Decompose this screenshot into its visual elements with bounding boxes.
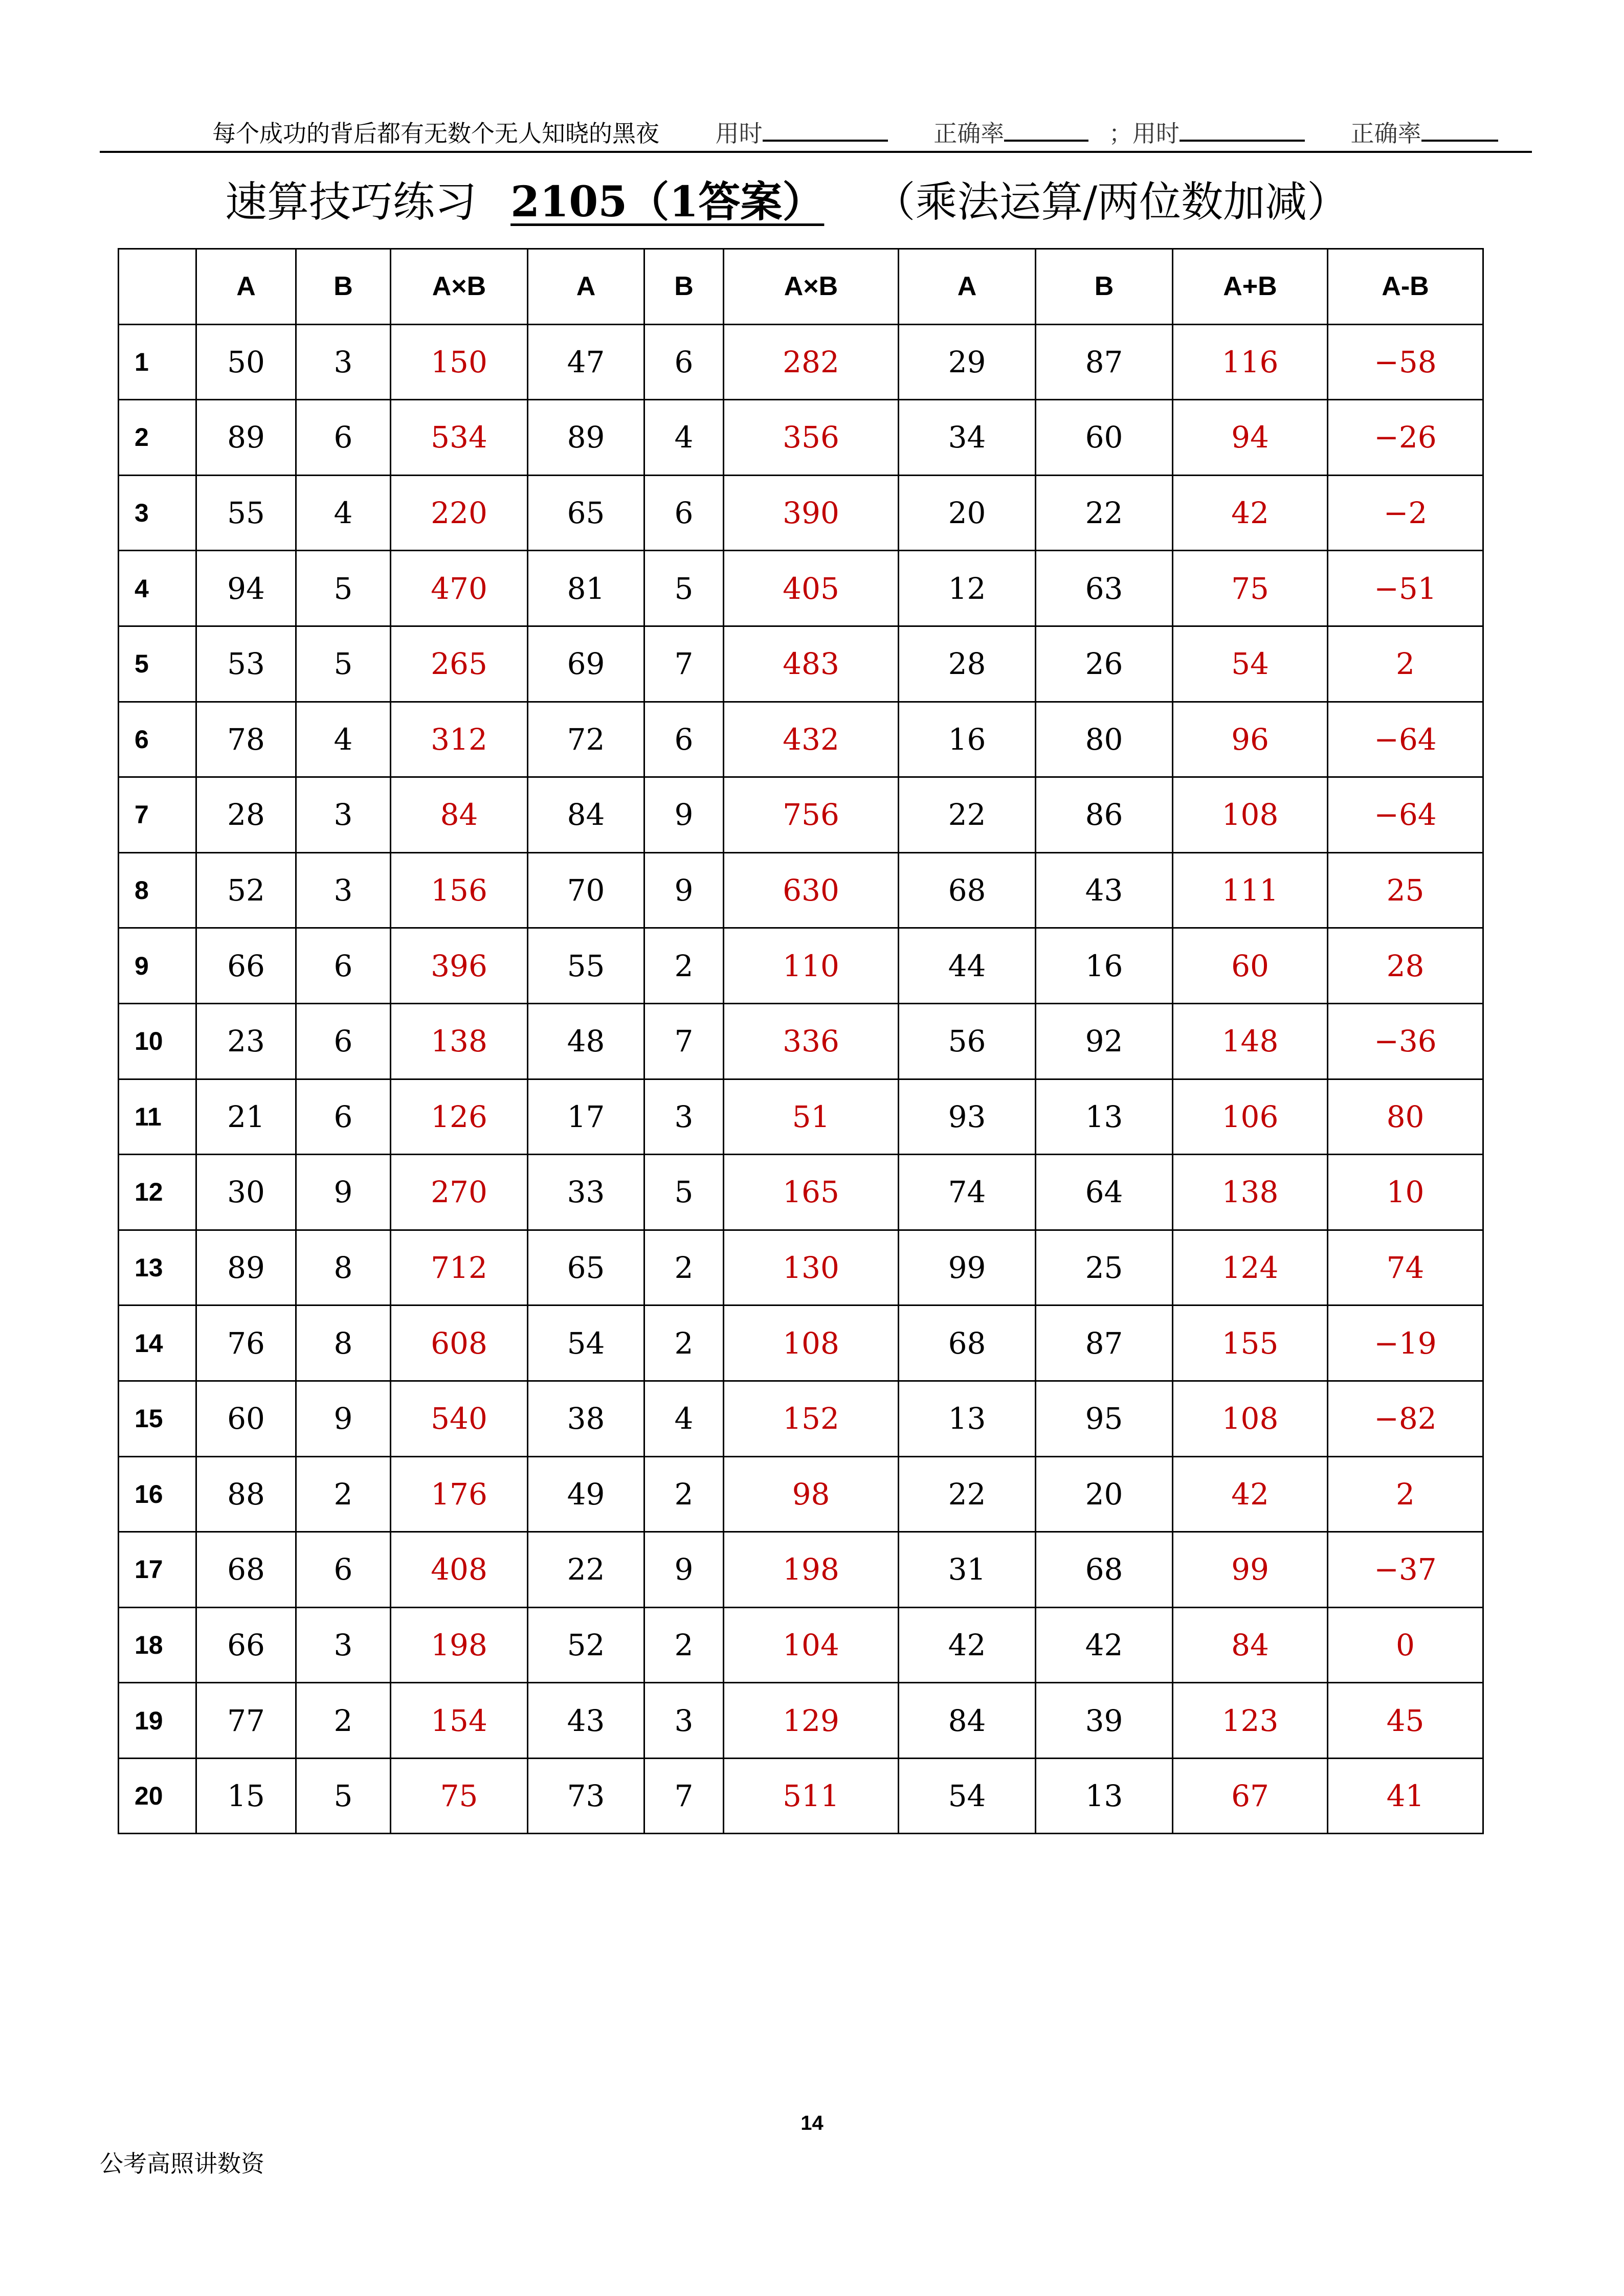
column-header: A [899,249,1036,325]
answer-cell: 45 [1328,1683,1483,1759]
operand-cell: 73 [528,1758,644,1834]
table-row [119,1683,1483,1759]
operand-cell: 89 [196,400,296,476]
operand-cell: 2 [296,1456,391,1532]
row-number: 6 [119,702,196,777]
operand-cell: 43 [1036,852,1173,928]
operand-cell: 60 [1036,400,1173,476]
operand-cell: 7 [644,1003,724,1079]
answer-cell: 54 [1173,626,1328,702]
answer-cell: 126 [391,1079,528,1155]
operand-cell: 25 [1036,1230,1173,1305]
column-header [119,249,196,325]
operand-cell: 81 [528,551,644,626]
table-row [119,551,1483,626]
operand-cell: 49 [528,1456,644,1532]
answer-cell: 96 [1173,702,1328,777]
operand-cell: 70 [528,852,644,928]
operand-cell: 4 [296,702,391,777]
operand-cell: 3 [644,1079,724,1155]
answer-cell: 198 [391,1607,528,1683]
row-number: 10 [119,1003,196,1079]
column-header: A [528,249,644,325]
answer-cell: −64 [1328,702,1483,777]
answer-cell: 312 [391,702,528,777]
table-row [119,928,1483,1004]
operand-cell: 33 [528,1155,644,1230]
answer-cell: 67 [1173,1758,1328,1834]
table-row [119,400,1483,476]
operand-cell: 54 [528,1305,644,1381]
table-row [119,1305,1483,1381]
operand-cell: 9 [644,852,724,928]
answer-cell: 511 [724,1758,899,1834]
operand-cell: 12 [899,551,1036,626]
answer-cell: 390 [724,475,899,551]
operand-cell: 48 [528,1003,644,1079]
answer-cell: −36 [1328,1003,1483,1079]
operand-cell: 9 [296,1155,391,1230]
operand-cell: 88 [196,1456,296,1532]
operand-cell: 99 [899,1230,1036,1305]
operand-cell: 30 [196,1155,296,1230]
operand-cell: 17 [528,1079,644,1155]
answer-cell: 756 [724,777,899,853]
operand-cell: 31 [899,1532,1036,1608]
table-row [119,1155,1483,1230]
operand-cell: 93 [899,1079,1036,1155]
answer-cell: 129 [724,1683,899,1759]
operand-cell: 9 [296,1381,391,1456]
answer-cell: 540 [391,1381,528,1456]
time-blank-2[interactable] [1180,119,1305,142]
answer-cell: 42 [1173,475,1328,551]
answer-cell: 0 [1328,1607,1483,1683]
operand-cell: 26 [1036,626,1173,702]
table-row [119,626,1483,702]
answer-cell: 220 [391,475,528,551]
answer-cell: 138 [391,1003,528,1079]
answer-cell: 130 [724,1230,899,1305]
row-number: 11 [119,1079,196,1155]
operand-cell: 8 [296,1305,391,1381]
operand-cell: 22 [899,777,1036,853]
operand-cell: 42 [899,1607,1036,1683]
answer-cell: 630 [724,852,899,928]
operand-cell: 6 [644,702,724,777]
title-subtitle: （乘法运算/两位数加减） [873,178,1349,227]
table-row [119,475,1483,551]
operand-cell: 60 [196,1381,296,1456]
operand-cell: 22 [1036,475,1173,551]
answer-cell: 41 [1328,1758,1483,1834]
operand-cell: 68 [899,1305,1036,1381]
answer-cell: 98 [724,1456,899,1532]
motto: 每个成功的背后都有无数个无人知晓的黑夜 [212,120,659,147]
table-row [119,1230,1483,1305]
operand-cell: 4 [644,400,724,476]
table-row [119,1607,1483,1683]
answer-cell: −58 [1328,324,1483,400]
row-number: 17 [119,1532,196,1608]
operand-cell: 6 [296,928,391,1004]
operand-cell: 28 [899,626,1036,702]
operand-cell: 77 [196,1683,296,1759]
answer-cell: 28 [1328,928,1483,1004]
operand-cell: 3 [644,1683,724,1759]
row-number: 1 [119,324,196,400]
table-row [119,702,1483,777]
page-number: 14 [800,2112,824,2134]
operand-cell: 2 [644,1607,724,1683]
answer-cell: 106 [1173,1079,1328,1155]
table-row [119,1532,1483,1608]
row-number: 15 [119,1381,196,1456]
separator: ； [1108,120,1132,147]
operand-cell: 52 [196,852,296,928]
operand-cell: 68 [1036,1532,1173,1608]
operand-cell: 5 [644,1155,724,1230]
answer-cell: 176 [391,1456,528,1532]
column-header: A×B [724,249,899,325]
operand-cell: 87 [1036,324,1173,400]
table-body [119,324,1483,1834]
operand-cell: 9 [644,777,724,853]
operand-cell: 3 [296,777,391,853]
row-number: 12 [119,1155,196,1230]
row-number: 4 [119,551,196,626]
answer-cell: −2 [1328,475,1483,551]
operand-cell: 3 [296,852,391,928]
column-header: B [296,249,391,325]
operand-cell: 53 [196,626,296,702]
title-main: 速算技巧练习 [225,178,477,227]
operand-cell: 23 [196,1003,296,1079]
answer-cell: 111 [1173,852,1328,928]
answer-cell: 75 [391,1758,528,1834]
operand-cell: 15 [196,1758,296,1834]
column-header: A [196,249,296,325]
operand-cell: 22 [899,1456,1036,1532]
answer-cell: −82 [1328,1381,1483,1456]
operand-cell: 6 [644,475,724,551]
answer-cell: 42 [1173,1456,1328,1532]
operand-cell: 64 [1036,1155,1173,1230]
answer-cell: 712 [391,1230,528,1305]
answer-cell: 396 [391,928,528,1004]
operand-cell: 65 [528,1230,644,1305]
answer-cell: 483 [724,626,899,702]
row-number: 16 [119,1456,196,1532]
table-row [119,1758,1483,1834]
operand-cell: 50 [196,324,296,400]
operand-cell: 74 [899,1155,1036,1230]
answer-cell: 265 [391,626,528,702]
operand-cell: 95 [1036,1381,1173,1456]
answer-cell: −64 [1328,777,1483,853]
answer-cell: 156 [391,852,528,928]
operand-cell: 87 [1036,1305,1173,1381]
answer-cell: 104 [724,1607,899,1683]
title-code: 2105（1答案） [510,177,825,227]
operand-cell: 5 [296,551,391,626]
column-header: A-B [1328,249,1483,325]
column-header: B [644,249,724,325]
row-number: 7 [119,777,196,853]
operand-cell: 56 [899,1003,1036,1079]
operand-cell: 66 [196,928,296,1004]
operand-cell: 39 [1036,1683,1173,1759]
table-row [119,324,1483,400]
answer-cell: 408 [391,1532,528,1608]
answer-cell: 154 [391,1683,528,1759]
footer-text: 公考高照讲数资 [100,2150,264,2177]
operand-cell: 20 [899,475,1036,551]
answer-cell: 432 [724,702,899,777]
accuracy-blank-1[interactable] [1004,119,1088,142]
operand-cell: 13 [899,1381,1036,1456]
answer-cell: 99 [1173,1532,1328,1608]
operand-cell: 20 [1036,1456,1173,1532]
operand-cell: 3 [296,324,391,400]
row-number: 8 [119,852,196,928]
answer-cell: 470 [391,551,528,626]
answer-cell: 108 [724,1305,899,1381]
operand-cell: 47 [528,324,644,400]
answer-cell: 84 [1173,1607,1328,1683]
answer-cell: 80 [1328,1079,1483,1155]
table-row [119,1381,1483,1456]
header-rule [100,151,1532,153]
operand-cell: 7 [644,626,724,702]
row-number: 14 [119,1305,196,1381]
row-number: 2 [119,400,196,476]
operand-cell: 55 [196,475,296,551]
operand-cell: 2 [644,1456,724,1532]
operand-cell: 2 [644,1230,724,1305]
answer-cell: 60 [1173,928,1328,1004]
operand-cell: 6 [644,324,724,400]
answer-cell: 2 [1328,626,1483,702]
operand-cell: 43 [528,1683,644,1759]
operand-cell: 55 [528,928,644,1004]
operand-cell: 89 [196,1230,296,1305]
exercise-table [118,248,1484,1834]
time-blank-1[interactable] [763,119,888,142]
accuracy-label-1: 正确率 [933,120,1005,147]
operand-cell: 34 [899,400,1036,476]
answer-cell: −51 [1328,551,1483,626]
table-header [119,249,1483,325]
table-row [119,1456,1483,1532]
row-number: 20 [119,1758,196,1834]
operand-cell: 66 [196,1607,296,1683]
answer-cell: 198 [724,1532,899,1608]
row-number: 9 [119,928,196,1004]
answer-cell: −19 [1328,1305,1483,1381]
answer-cell: 150 [391,324,528,400]
operand-cell: 22 [528,1532,644,1608]
table-row [119,1003,1483,1079]
operand-cell: 2 [644,1305,724,1381]
answer-cell: 124 [1173,1230,1328,1305]
answer-cell: 405 [724,551,899,626]
time-label-1: 用时 [715,120,763,147]
header-row [119,249,1483,325]
operand-cell: 8 [296,1230,391,1305]
table-row [119,852,1483,928]
answer-cell: 165 [724,1155,899,1230]
operand-cell: 6 [296,1003,391,1079]
answer-cell: 74 [1328,1230,1483,1305]
table-row [119,777,1483,853]
answer-cell: 110 [724,928,899,1004]
operand-cell: 69 [528,626,644,702]
answer-cell: 152 [724,1381,899,1456]
operand-cell: 78 [196,702,296,777]
answer-cell: 108 [1173,777,1328,853]
answer-cell: 75 [1173,551,1328,626]
answer-cell: −26 [1328,400,1483,476]
operand-cell: 16 [899,702,1036,777]
answer-cell: 138 [1173,1155,1328,1230]
operand-cell: 4 [644,1381,724,1456]
operand-cell: 6 [296,400,391,476]
operand-cell: 42 [1036,1607,1173,1683]
page-title [225,169,1349,225]
answer-cell: 94 [1173,400,1328,476]
operand-cell: 92 [1036,1003,1173,1079]
answer-cell: −37 [1328,1532,1483,1608]
time-label-2: 用时 [1132,120,1180,147]
operand-cell: 54 [899,1758,1036,1834]
answer-cell: 282 [724,324,899,400]
operand-cell: 6 [296,1532,391,1608]
row-number: 3 [119,475,196,551]
operand-cell: 68 [899,852,1036,928]
operand-cell: 44 [899,928,1036,1004]
operand-cell: 5 [296,1758,391,1834]
operand-cell: 7 [644,1758,724,1834]
operand-cell: 84 [528,777,644,853]
operand-cell: 21 [196,1079,296,1155]
operand-cell: 16 [1036,928,1173,1004]
operand-cell: 29 [899,324,1036,400]
answer-cell: 10 [1328,1155,1483,1230]
row-number: 13 [119,1230,196,1305]
answer-cell: 270 [391,1155,528,1230]
operand-cell: 28 [196,777,296,853]
answer-cell: 123 [1173,1683,1328,1759]
operand-cell: 68 [196,1532,296,1608]
answer-cell: 155 [1173,1305,1328,1381]
operand-cell: 38 [528,1381,644,1456]
operand-cell: 2 [296,1683,391,1759]
operand-cell: 4 [296,475,391,551]
operand-cell: 86 [1036,777,1173,853]
operand-cell: 13 [1036,1079,1173,1155]
operand-cell: 94 [196,551,296,626]
operand-cell: 76 [196,1305,296,1381]
operand-cell: 2 [644,928,724,1004]
accuracy-label-2: 正确率 [1350,120,1421,147]
answer-cell: 2 [1328,1456,1483,1532]
operand-cell: 89 [528,400,644,476]
operand-cell: 5 [644,551,724,626]
answer-cell: 534 [391,400,528,476]
row-number: 19 [119,1683,196,1759]
table-row [119,1079,1483,1155]
operand-cell: 80 [1036,702,1173,777]
accuracy-blank-2[interactable] [1421,119,1498,142]
column-header: A+B [1173,249,1328,325]
header-line [100,115,1532,150]
answer-cell: 84 [391,777,528,853]
operand-cell: 63 [1036,551,1173,626]
operand-cell: 84 [899,1683,1036,1759]
operand-cell: 13 [1036,1758,1173,1834]
answer-cell: 51 [724,1079,899,1155]
row-number: 18 [119,1607,196,1683]
operand-cell: 6 [296,1079,391,1155]
answer-cell: 116 [1173,324,1328,400]
operand-cell: 9 [644,1532,724,1608]
column-header: A×B [391,249,528,325]
operand-cell: 3 [296,1607,391,1683]
row-number: 5 [119,626,196,702]
answer-cell: 336 [724,1003,899,1079]
operand-cell: 52 [528,1607,644,1683]
answer-cell: 108 [1173,1381,1328,1456]
answer-cell: 356 [724,400,899,476]
answer-cell: 148 [1173,1003,1328,1079]
operand-cell: 5 [296,626,391,702]
operand-cell: 72 [528,702,644,777]
operand-cell: 65 [528,475,644,551]
answer-cell: 608 [391,1305,528,1381]
column-header: B [1036,249,1173,325]
answer-cell: 25 [1328,852,1483,928]
